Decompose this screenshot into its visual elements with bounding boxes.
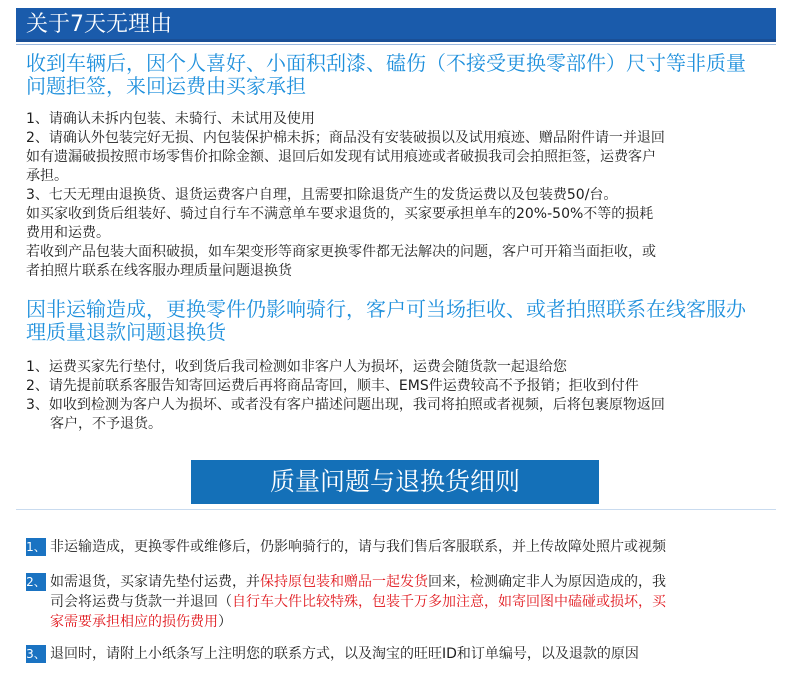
- section2-line: 客户，不予退货。: [50, 416, 162, 432]
- rule-number-badge: 3、: [26, 647, 46, 661]
- rule-item: [26, 644, 766, 664]
- header-bar: [16, 8, 776, 42]
- rule-text: [50, 572, 766, 632]
- rule-text: 非运输造成，更换零件或维修后，仍影响骑行的，请与我们售后客服联系，并上传故障处照片或视频: [50, 539, 666, 555]
- section2-heading-line: 因非运输造成，更换零件仍影响骑行，客户可当场拒收、或者拍照联系在线客服办: [26, 297, 746, 321]
- section2-line: 3、如收到检测为客户人为损坏、或者没有客户描述问题出现，我司将拍照或者视频，后将包裹原物返回: [26, 397, 665, 413]
- section-banner-title: 质量问题与退换货细则: [269, 467, 520, 496]
- section2-heading-line: 理质量退款问题退换货: [26, 320, 226, 344]
- rule-text-highlight: 保持原包装和赠品一起发货: [260, 574, 428, 590]
- section1-line: 3、七天无理由退换货、退货运费客户自理，且需要扣除退货产生的发货运费以及包装费50/台。: [26, 187, 618, 203]
- rule-text-highlight: 家需要承担相应的损伤费用: [50, 614, 218, 630]
- rule-text-line: [50, 612, 766, 632]
- rule-number-badge: 1、: [26, 540, 46, 554]
- rule-item: [26, 537, 766, 557]
- header-title: 关于7天无理由: [26, 12, 172, 37]
- rule-text: 退回时，请附上小纸条写上注明您的联系方式，以及淘宝的旺旺ID和订单编号，以及退款的原因: [50, 646, 639, 662]
- section1-body: [26, 110, 766, 281]
- section1-line: 如有遗漏破损按照市场零售价扣除金额、退回后如发现有试用痕迹或者破损我司会拍照拒签，运费客户: [26, 149, 656, 165]
- section1-heading-line: 问题拒签，来回运费由买家承担: [26, 74, 306, 98]
- section1-line: 1、请确认未拆内包装、未骑行、未试用及使用: [26, 111, 315, 127]
- section-banner: [191, 460, 599, 504]
- section1-line: 者拍照片联系在线客服办理质量问题退换货: [26, 263, 292, 279]
- rule-number-badge: 2、: [26, 575, 46, 589]
- section2-heading: [26, 298, 761, 344]
- rule-text-segment: 如需退货，买家请先垫付运费，并: [50, 574, 260, 590]
- section2-line: 2、请先提前联系客服告知寄回运费后再将商品寄回，顺丰、EMS件运费较高不予报销；拒收到付件: [26, 378, 639, 394]
- section2-line: 1、运费买家先行垫付，收到货后我司检测如非客户人为损坏，运费会随货款一起退给您: [26, 359, 567, 375]
- header-divider: [16, 44, 776, 45]
- section1-line: 承担。: [26, 168, 68, 184]
- rule-text-segment: ）: [218, 614, 232, 630]
- rule-item: [26, 572, 766, 632]
- rule-text-highlight: 自行车大件比较特殊，包装千万多加注意，如寄回图中磕碰或损坏，买: [232, 594, 666, 610]
- section1-line: 若收到产品包装大面积破损，如车架变形等商家更换零件都无法解决的问题，客户可开箱当面拒收，或: [26, 244, 656, 260]
- section1-heading: [26, 52, 761, 98]
- rule-text-line: [50, 572, 766, 592]
- rule-text-line: [50, 592, 766, 612]
- banner-divider: [16, 509, 776, 510]
- section1-heading-line: 收到车辆后，因个人喜好、小面积刮漆、磕伤（不接受更换零部件）尺寸等非质量: [26, 51, 746, 75]
- section1-line: 2、请确认外包装完好无损、内包装保护棉未拆；商品没有安装破损以及试用痕迹、赠品附件请一并退回: [26, 130, 665, 146]
- section1-line: 如买家收到货后组装好、骑过自行车不满意单车要求退货的，买家要承担单车的20%-50%不等的损耗: [26, 206, 654, 222]
- section2-body: [26, 358, 766, 434]
- rule-text-segment: 司会将运费与货款一并退回（: [50, 594, 232, 610]
- section1-line: 费用和运费。: [26, 225, 110, 241]
- rule-text-segment: 回来，检测确定非人为原因造成的，我: [428, 574, 666, 590]
